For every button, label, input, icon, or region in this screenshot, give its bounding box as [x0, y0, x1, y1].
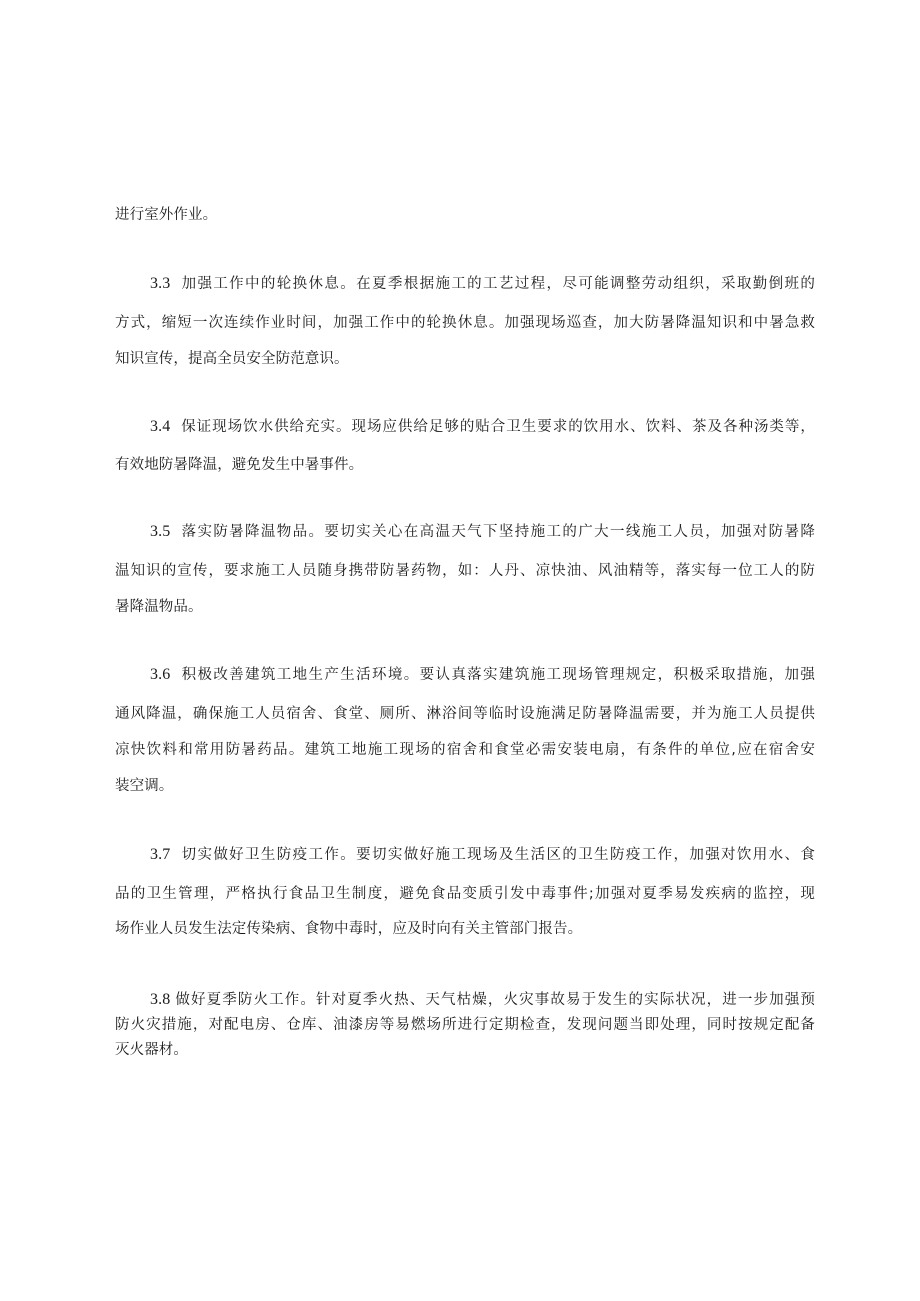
section-3-3-line-3: 知识宣传，提高全员安全防范意识。 [115, 351, 349, 367]
section-3-7-line-3: 场作业人员发生法定传染病、食物中毒时，应及时向有关主管部门报告。 [115, 921, 583, 937]
section-3-8-line-2: 防火灾措施，对配电房、仓库、油漆房等易燃场所进行定期检查，发现问题当即处理，同时按规定配备 [115, 1017, 815, 1033]
section-3-6-line-2: 通风降温，确保施工人员宿舍、食堂、厕所、淋浴间等临时设施满足防暑降温需要，并为施工人员提供 [115, 706, 815, 722]
section-3-5-line-2: 温知识的宣传，要求施工人员随身携带防暑药物，如：人丹、凉快油、风油精等，落实每一位工人的防 [115, 563, 815, 579]
section-3-5-line-3: 暑降温物品。 [115, 599, 203, 615]
section-3-8-line-3: 灭火器材。 [115, 1042, 188, 1058]
section-3-6-line-3: 凉快饮料和常用防暑药品。建筑工地施工现场的宿舍和食堂必需安装电扇，有条件的单位,应在宿舍安 [115, 742, 815, 758]
section-number: 3.8 [150, 991, 171, 1008]
section-3-6-line-4: 装空调。 [115, 778, 174, 794]
section-3-8-line-1: 3.8 做好夏季防火工作。针对夏季火热、天气枯燥，火灾事故易于发生的实际状况，进一步加强预 [150, 991, 815, 1008]
section-number: 3.3 [150, 275, 171, 292]
section-3-3-line-2: 方式，缩短一次连续作业时间，加强工作中的轮换休息。加强现场巡查，加大防暑降温知识和中暑急救 [115, 315, 815, 331]
section-3-7-line-2: 品的卫生管理，严格执行食品卫生制度，避免食品变质引发中毒事件;加强对夏季易发疾病的监控，现 [115, 886, 815, 902]
section-number: 3.4 [150, 418, 171, 435]
section-3-4-line-2: 有效地防暑降温，避免发生中暑事件。 [115, 457, 364, 473]
section-3-5-line-1: 3.5 落实防暑降温物品。要切实关心在高温天气下坚持施工的广大一线施工人员，加强对防暑降 [150, 523, 815, 540]
section-number: 3.5 [150, 523, 171, 540]
section-3-7-line-1: 3.7 切实做好卫生防疫工作。要切实做好施工现场及生活区的卫生防疫工作，加强对饮用水、食 [150, 846, 815, 863]
section-3-6-line-1: 3.6 积极改善建筑工地生产生活环境。要认真落实建筑施工现场管理规定，积极采取措施，加强 [150, 666, 815, 683]
section-number: 3.6 [150, 666, 171, 683]
section-number: 3.7 [150, 846, 171, 863]
section-3-3-line-1: 3.3 加强工作中的轮换休息。在夏季根据施工的工艺过程，尽可能调整劳动组织，采取勤倒班的 [150, 275, 815, 292]
paragraph-continuation-line: 进行室外作业。 [115, 207, 218, 223]
section-3-4-line-1: 3.4 保证现场饮水供给充实。现场应供给足够的贴合卫生要求的饮用水、饮料、茶及各种汤类等， [150, 418, 815, 435]
